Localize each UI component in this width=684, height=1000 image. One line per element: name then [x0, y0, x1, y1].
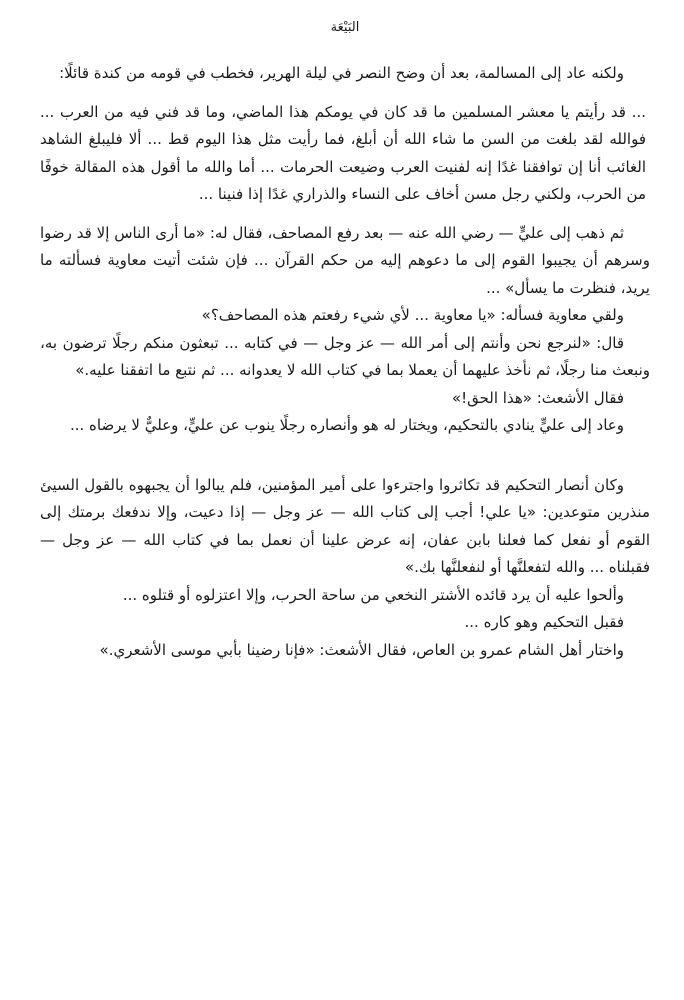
paragraph: وكان أنصار التحكيم قد تكاثروا واجترءوا على أمير المؤمنين، فلم يبالوا أن يجبهوه بالقول السيئ منذرين متوعدين: «يا علي! أجب إلى كتاب الله — عز وجل — إذا دعيت، وإلا ندفعك برمتك إلى القوم أو نفعل كما فعلنا بابن عفان، إنه عرض علينا أن نعمل بما في كتاب الله — عز وجل — فقبلناه ... والله لتفعلنَّها أو لنفعلنَّها بك.»: [40, 475, 650, 576]
spacer: [40, 209, 650, 220]
paragraph: ولكنه عاد إلى المسالمة، بعد أن وضح النصر في ليلة الهرير، فخطب في قومه من كندة قائلًا:: [59, 64, 624, 82]
section-spacer: [40, 440, 650, 472]
spacer: [40, 88, 650, 99]
paragraph: فقبل التحكيم وهو كاره ...: [464, 613, 624, 631]
paragraph: واختار أهل الشام عمرو بن العاص، فقال الأشعث: «فإنا رضينا بأبي موسى الأشعري.»: [99, 640, 624, 659]
paragraph: وألحوا عليه أن يرد قائده الأشتر النخعي من ساحة الحرب، وإلا اعتزلوه أو قتلوه ...: [122, 585, 624, 604]
paragraph: ولقي معاوية فسأله: «يا معاوية ... لأي شيء رفعتم هذه المصاحف؟»: [201, 306, 624, 324]
paragraph: ثم ذهب إلى عليٍّ — رضي الله عنه — بعد رفع المصاحف، فقال له: «ما أرى الناس إلا قد رضوا وسرهم أن يجيبوا القوم إلى ما دعوهم إليه من حكم القرآن ... فإن شئت أتيت معاوية فسألته ما يريد، فنظرت ما يسأل» ...: [40, 223, 650, 297]
paragraph: فقال الأشعث: «هذا الحق!»: [451, 388, 624, 407]
book-page: [40, 18, 650, 664]
running-header: البَيْعَة: [330, 20, 360, 35]
paragraph: وعاد إلى عليٍّ ينادي بالتحكيم، ويختار له هو وأنصاره رجلًا ينوب عن عليٍّ، وعليٌّ لا يرضاه ...: [69, 416, 624, 434]
paragraph: قال: «لنرجع نحن وأنتم إلى أمر الله — عز وجل — في كتابه ... تبعثون منكم رجلًا ترضون به، ونبعث منا رجلًا، ثم نأخذ عليهما أن يعملا بما في كتاب الله لا يعدوانه ... ثم نتبع ما اتفقنا عليه.»: [40, 333, 650, 379]
block-quote: ... قد رأيتم يا معشر المسلمين ما قد كان في يومكم هذا الماضي، وما قد فني فيه من العرب ... فوالله لقد بلغت من السن ما شاء الله أن أبلغ، فما رأيت مثل هذا اليوم قط ... ألا فليبلغ الشاهد الغائب أنا إن توافقنا غدًا إنه لفنيت العرب وضيعت الحرمات ... أما والله ما أقول هذه المقالة خوفًا من الحرب، ولكني رجل مسن أخاف على النساء والذراري غدًا إذا فنينا ...: [40, 102, 646, 203]
